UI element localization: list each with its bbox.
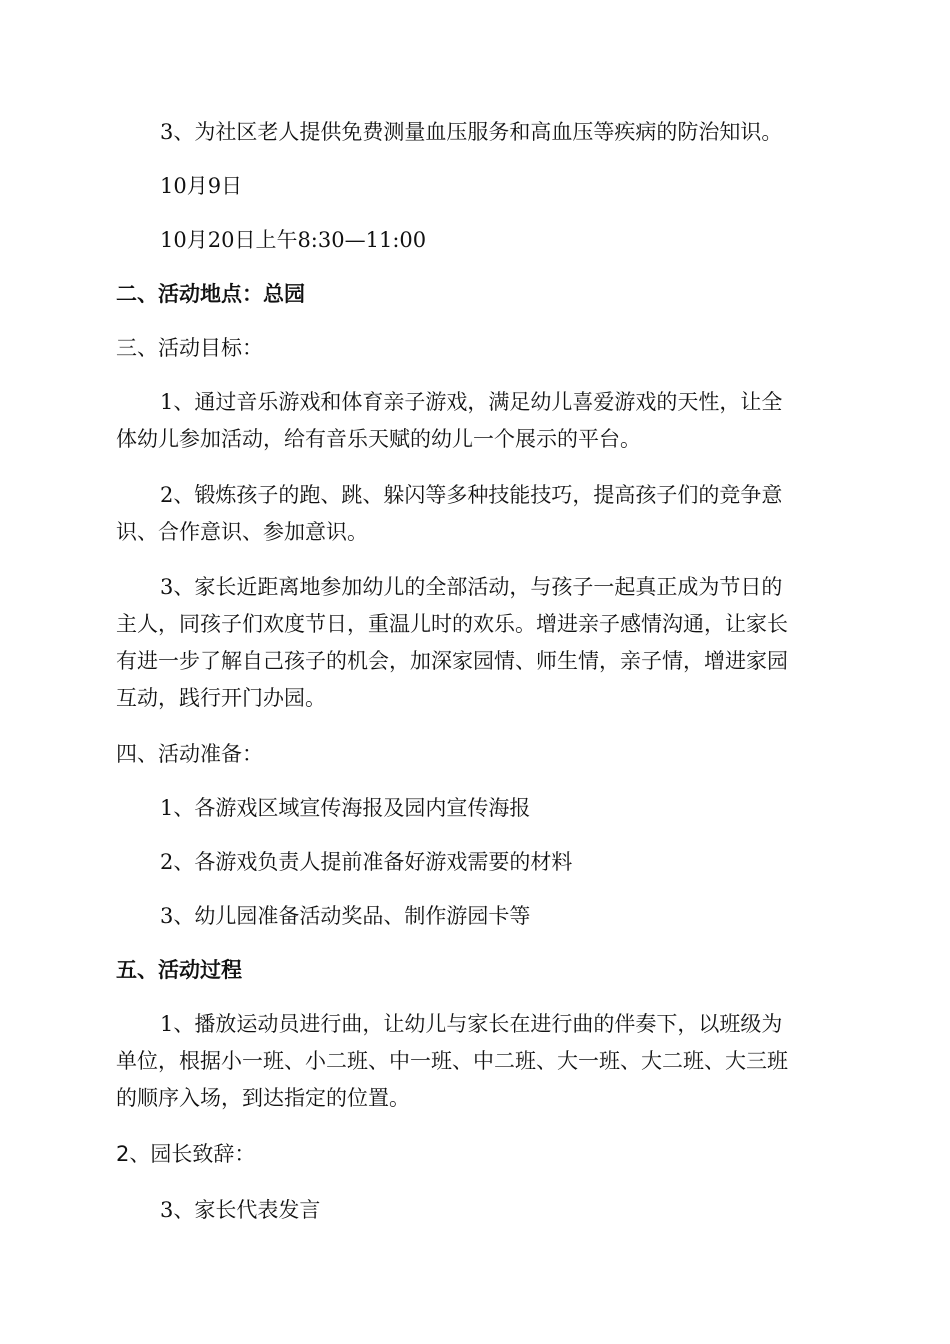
goal-2-line-1: 2、锻炼孩子的跑、跳、躲闪等多种技能技巧，提高孩子们的竞争意	[160, 483, 783, 507]
process-item-1-line-2: 单位，根据小一班、小二班、中一班、中二班、大一班、大二班、大三班	[116, 1049, 788, 1073]
preparation-item-2: 2、各游戏负责人提前准备好游戏需要的材料	[160, 850, 573, 874]
heading-activity-process: 五、活动过程	[116, 958, 242, 982]
preparation-item-3: 3、幼儿园准备活动奖品、制作游园卡等	[160, 904, 531, 928]
paragraph-time-oct-20: 10月20日上午8:30—11:00	[160, 228, 427, 252]
heading-activity-location: 二、活动地点：总园	[116, 282, 305, 306]
goal-3-line-1: 3、家长近距离地参加幼儿的全部活动，与孩子一起真正成为节日的	[160, 575, 783, 599]
goal-3-line-3: 有进一步了解自己孩子的机会，加深家园情、师生情，亲子情，增进家园	[116, 649, 788, 673]
goal-2-line-2: 识、合作意识、参加意识。	[116, 520, 368, 544]
process-item-1-line-3: 的顺序入场，到达指定的位置。	[116, 1086, 410, 1110]
preparation-item-1: 1、各游戏区域宣传海报及园内宣传海报	[160, 796, 531, 820]
heading-activity-goals: 三、活动目标：	[116, 336, 263, 360]
paragraph-service-item-3: 3、为社区老人提供免费测量血压服务和高血压等疾病的防治知识。	[160, 120, 783, 144]
paragraph-date-oct-9: 10月9日	[160, 174, 243, 198]
goal-3-line-4: 互动，践行开门办园。	[116, 686, 326, 710]
process-item-3: 3、家长代表发言	[160, 1198, 321, 1222]
goal-3-line-2: 主人，同孩子们欢度节日，重温儿时的欢乐。增进亲子感情沟通，让家长	[116, 612, 788, 636]
process-item-2: 2、园长致辞：	[116, 1142, 256, 1166]
process-item-1-line-1: 1、播放运动员进行曲，让幼儿与家长在进行曲的伴奏下，以班级为	[160, 1012, 783, 1036]
goal-1-line-1: 1、通过音乐游戏和体育亲子游戏，满足幼儿喜爱游戏的天性，让全	[160, 390, 783, 414]
goal-1-line-2: 体幼儿参加活动，给有音乐天赋的幼儿一个展示的平台。	[116, 427, 641, 451]
heading-activity-preparation: 四、活动准备：	[116, 742, 263, 766]
